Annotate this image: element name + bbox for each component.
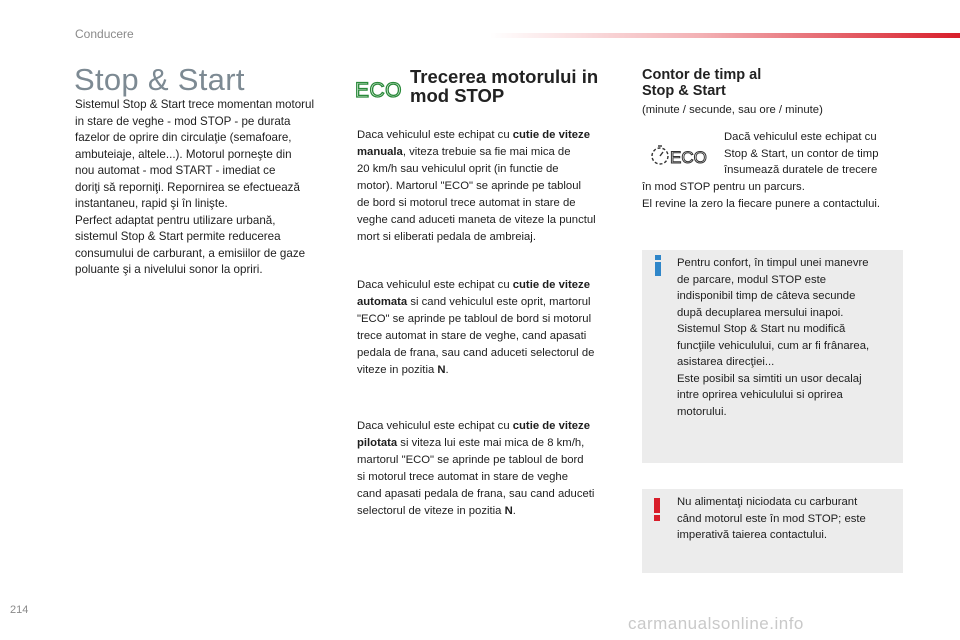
intro-line: consumului de carburant, a emisiilor de gaze [75,246,306,260]
header-accent-bar [490,33,960,38]
text-line: de parcare, modul STOP este [677,273,827,286]
info-icon [653,254,663,276]
intro-line: doriţi să reporniţi. Repornirea se efectuează [75,180,300,194]
page-title: Stop & Start [74,62,245,97]
eco-logo-text: ECO [355,79,402,100]
bold-text: manuala [357,146,403,158]
text-line: când motorul este în mod STOP; este [677,512,866,525]
text-line: martorul "ECO" se aprinde pe tabloul de bord [357,454,584,466]
text: . [512,505,516,517]
text-line: motor). Martorul "ECO" se aprinde pe tabloul [357,180,582,192]
section-label: Conducere [75,27,134,41]
text: si viteza lui este mai mica de 8 km/h, [397,437,585,449]
page-number: 214 [10,604,29,616]
automatic-gearbox-paragraph [357,277,622,379]
title-line: Trecerea motorului in [410,66,599,87]
bold-text: cutie de viteze [512,279,590,291]
text-line: 20 km/h sau vehiculul oprit (in functie de [357,163,559,175]
bold-text: cutie de viteze [512,420,590,432]
bold-text: N [437,364,446,376]
text: selectorul de viteze in pozitia [357,505,505,517]
bold-text: pilotata [357,437,398,449]
piloted-gearbox-paragraph [357,418,622,520]
text-line: veghe cand aduceti maneta de viteze la punctul [357,214,596,226]
timer-description-continued [642,179,912,212]
intro-line: Perfect adaptat pentru utilizare urbană, [75,213,276,227]
manual-gearbox-paragraph [357,127,622,246]
timer-subtitle: (minute / secunde, sau ore / minute) [642,104,823,116]
text-line: cand apasati pedala de frana, sau cand aduceti [357,488,595,500]
text-line: Sistemul Stop & Start nu modifică [677,323,846,335]
text-line: si motorul trece automat in stare de veghe [357,471,568,483]
text-line: în mod STOP pentru un parcurs. [642,181,805,193]
text-line: Stop & Start, un contor de timp [724,147,879,160]
text: Daca vehiculul este echipat cu [357,420,513,432]
text-line: "ECO" se aprinde pe tabloul de bord si motorul [357,313,592,325]
text-line: asistarea direcţiei... [677,356,775,368]
timer-description [724,129,909,179]
text-line: imperativă taierea contactului. [677,529,828,541]
intro-line: poluante şi a nivelului sonor la opriri. [75,263,263,276]
stopwatch-eco-icon [650,143,710,167]
text-line: mort si eliberati pedala de ambreiaj. [357,231,536,243]
warning-box-text [677,494,897,544]
text-line: însumează duratele de trecere [724,164,878,176]
intro-line: in stare de veghe - mod STOP - pe durata [75,114,291,128]
warning-icon [652,497,662,521]
title-line: mod STOP [410,85,505,106]
info-box-text [677,255,897,420]
bold-text: automata [357,296,408,308]
title-line: Contor de timp al [642,67,762,83]
text-line: după decuplarea mersului inapoi. [677,306,844,319]
text: Daca vehiculul este echipat cu [357,129,513,141]
text-line: trece automat in stare de veghe, cand apasati [357,330,587,342]
timer-title [642,67,842,99]
text-line: intre oprirea vehiculului si oprirea [677,389,843,401]
eco-icon-text: ECO [670,148,707,167]
bold-text: N [504,505,513,517]
intro-line: nou automat - mod START - imediat ce [75,164,276,177]
text: Daca vehiculul este echipat cu [357,279,513,291]
text-line: de bord si motorul trece automat in stare de [357,197,576,209]
intro-line: ambuteiaje, altele...). Motorul porneşte din [75,147,292,161]
text: viteze in pozitia [357,364,438,376]
text: si cand vehiculul este oprit, martorul [407,296,591,308]
text-line: indisponibil timp de câteva secunde [677,290,856,302]
intro-line: instantaneu, rapid şi în linişte. [75,197,228,210]
title-line: Stop & Start [642,83,726,99]
text-line: pedala de frana, sau cand aduceti selectorul de [357,347,595,359]
text-line: Este posibil sa simtiti un usor decalaj [677,372,862,385]
text-line: funcţiile vehiculului, cum ar fi frânarea, [677,339,870,352]
text-line: El revine la zero la fiecare punere a contactului. [642,197,880,210]
text-line: Dacă vehiculul este echipat cu [724,131,877,143]
text-line: Nu alimentaţi niciodata cu carburant [677,496,858,508]
eco-icon [354,78,402,100]
intro-line: fazelor de oprire din circulaţie (semafoare, [75,131,292,144]
bold-text: cutie de viteze [512,129,590,141]
intro-line: Sistemul Stop & Start trece momentan motorul [75,98,315,111]
intro-line: sistemul Stop & Start permite reducerea [75,230,281,243]
stop-mode-title [410,67,630,105]
watermark: carmanualsonline.info [628,614,804,633]
text-line: motorului. [677,405,727,418]
text: . [445,364,449,376]
text-line: Pentru confort, în timpul unei manevre [677,257,869,269]
text: , viteza trebuie sa fie mai mica de [402,146,571,158]
intro-paragraph [75,97,337,279]
